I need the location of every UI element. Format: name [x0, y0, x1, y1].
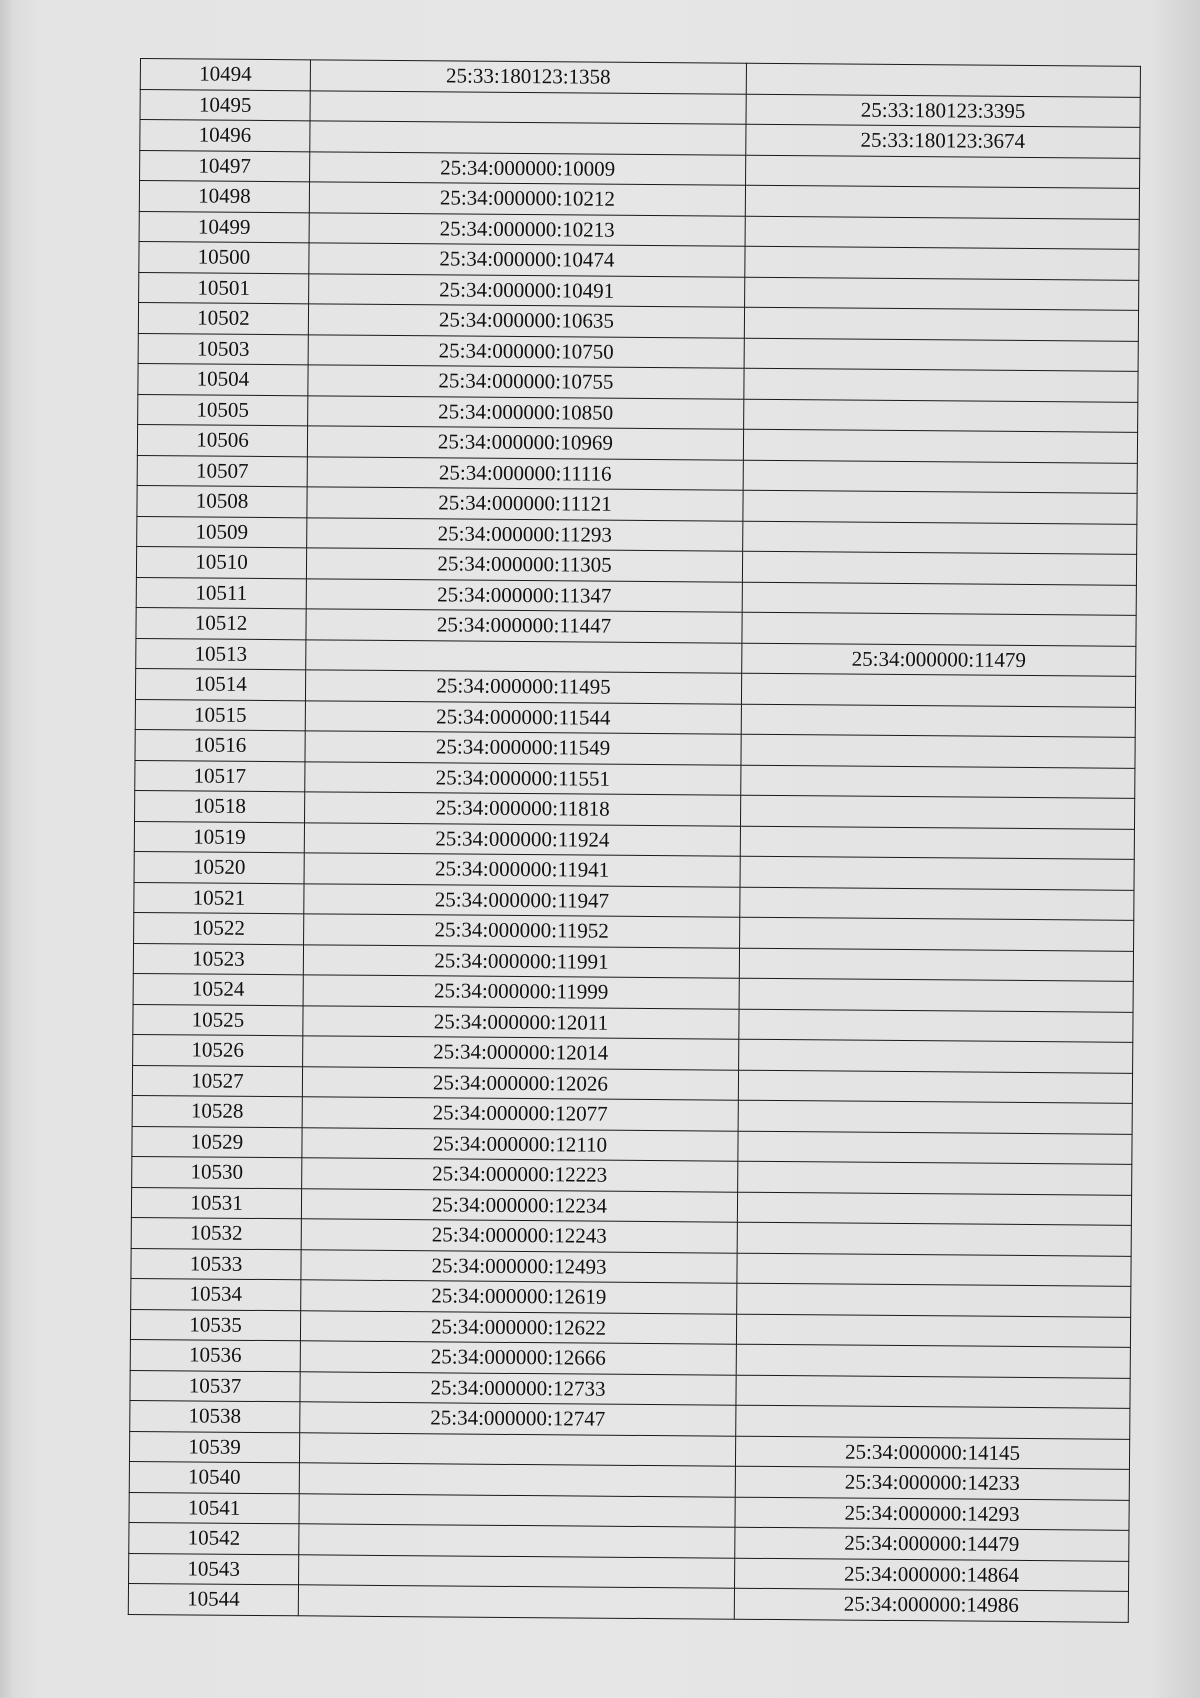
table-row — [128, 1583, 1128, 1621]
cadastral-number-cell: 25:34:000000:11941 — [304, 853, 740, 887]
cadastral-number-cell: 25:34:000000:12733 — [300, 1371, 736, 1405]
row-number-cell: 10522 — [134, 912, 304, 944]
cadastral-table — [128, 58, 1141, 1622]
alt-cadastral-number-cell — [743, 429, 1137, 463]
row-number-cell: 10498 — [139, 181, 309, 213]
alt-cadastral-number-cell: 25:33:180123:3674 — [746, 124, 1140, 158]
alt-cadastral-number-cell — [738, 1070, 1132, 1104]
row-number-cell: 10535 — [130, 1309, 300, 1341]
row-number-cell: 10502 — [138, 302, 308, 334]
row-number-cell: 10516 — [135, 729, 305, 761]
row-number-cell: 10529 — [132, 1126, 302, 1158]
row-number-cell: 10519 — [134, 821, 304, 853]
alt-cadastral-number-cell — [739, 1009, 1133, 1043]
cadastral-number-cell: 25:34:000000:11952 — [304, 914, 740, 948]
alt-cadastral-number-cell — [738, 1131, 1132, 1165]
alt-cadastral-number-cell — [736, 1375, 1130, 1409]
alt-cadastral-number-cell — [744, 307, 1138, 341]
row-number-cell: 10510 — [136, 546, 306, 578]
alt-cadastral-number-cell — [736, 1344, 1130, 1378]
row-number-cell: 10513 — [136, 638, 306, 670]
cadastral-number-cell — [299, 1432, 735, 1466]
row-number-cell: 10523 — [133, 943, 303, 975]
alt-cadastral-number-cell — [741, 704, 1135, 738]
cadastral-number-cell: 25:34:000000:12110 — [302, 1127, 738, 1161]
alt-cadastral-number-cell — [746, 155, 1140, 189]
cadastral-number-cell — [298, 1585, 734, 1619]
alt-cadastral-number-cell — [739, 1039, 1133, 1073]
cadastral-number-cell: 25:34:000000:11121 — [307, 487, 743, 521]
row-number-cell: 10544 — [128, 1583, 298, 1615]
table-body — [128, 59, 1140, 1622]
alt-cadastral-number-cell — [745, 246, 1139, 280]
cadastral-number-cell: 25:34:000000:12234 — [301, 1188, 737, 1222]
cadastral-number-cell: 25:34:000000:10750 — [308, 334, 744, 368]
row-number-cell: 10506 — [137, 424, 307, 456]
row-number-cell: 10520 — [134, 851, 304, 883]
alt-cadastral-number-cell — [740, 795, 1134, 829]
cadastral-number-cell: 25:34:000000:12077 — [302, 1097, 738, 1131]
cadastral-number-cell: 25:34:000000:12493 — [301, 1249, 737, 1283]
alt-cadastral-number-cell — [736, 1405, 1130, 1439]
cadastral-number-cell: 25:34:000000:12026 — [302, 1066, 738, 1100]
cadastral-number-cell: 25:34:000000:12011 — [303, 1005, 739, 1039]
row-number-cell: 10511 — [136, 577, 306, 609]
row-number-cell: 10541 — [129, 1492, 299, 1524]
cadastral-number-cell: 25:34:000000:10212 — [309, 182, 745, 216]
alt-cadastral-number-cell — [739, 978, 1133, 1012]
cadastral-number-cell: 25:34:000000:11551 — [305, 761, 741, 795]
row-number-cell: 10499 — [139, 211, 309, 243]
alt-cadastral-number-cell: 25:34:000000:11479 — [742, 643, 1136, 677]
alt-cadastral-number-cell — [742, 551, 1136, 585]
cadastral-number-cell — [299, 1463, 735, 1497]
alt-cadastral-number-cell — [745, 185, 1139, 219]
row-number-cell: 10503 — [138, 333, 308, 365]
alt-cadastral-number-cell — [737, 1222, 1131, 1256]
cadastral-number-cell: 25:34:000000:11495 — [305, 670, 741, 704]
cadastral-number-cell: 25:34:000000:11549 — [305, 731, 741, 765]
row-number-cell: 10507 — [137, 455, 307, 487]
alt-cadastral-number-cell — [736, 1314, 1130, 1348]
cadastral-number-cell: 25:34:000000:10213 — [309, 212, 745, 246]
alt-cadastral-number-cell — [738, 1161, 1132, 1195]
row-number-cell: 10538 — [130, 1400, 300, 1432]
cadastral-number-cell: 25:34:000000:12619 — [301, 1280, 737, 1314]
cadastral-number-cell: 25:34:000000:12223 — [302, 1158, 738, 1192]
cadastral-number-cell: 25:34:000000:12666 — [300, 1341, 736, 1375]
row-number-cell: 10540 — [129, 1461, 299, 1493]
cadastral-number-cell: 25:34:000000:12014 — [303, 1036, 739, 1070]
row-number-cell: 10531 — [131, 1187, 301, 1219]
cadastral-number-cell — [310, 90, 746, 124]
alt-cadastral-number-cell — [741, 765, 1135, 799]
cadastral-number-cell: 25:34:000000:11305 — [306, 548, 742, 582]
cadastral-number-cell: 25:34:000000:11347 — [306, 578, 742, 612]
row-number-cell: 10533 — [131, 1248, 301, 1280]
row-number-cell: 10539 — [129, 1431, 299, 1463]
alt-cadastral-number-cell — [742, 582, 1136, 616]
row-number-cell: 10542 — [129, 1522, 299, 1554]
cadastral-number-cell: 25:34:000000:10474 — [309, 243, 745, 277]
row-number-cell: 10504 — [138, 363, 308, 395]
row-number-cell: 10521 — [134, 882, 304, 914]
row-number-cell: 10524 — [133, 973, 303, 1005]
cadastral-number-cell: 25:34:000000:12243 — [301, 1219, 737, 1253]
alt-cadastral-number-cell — [744, 399, 1138, 433]
row-number-cell: 10515 — [135, 699, 305, 731]
cadastral-number-cell: 25:34:000000:10009 — [310, 151, 746, 185]
alt-cadastral-number-cell — [741, 673, 1135, 707]
cadastral-number-cell: 25:34:000000:11116 — [307, 456, 743, 490]
alt-cadastral-number-cell — [737, 1283, 1131, 1317]
alt-cadastral-number-cell — [740, 856, 1134, 890]
row-number-cell: 10532 — [131, 1217, 301, 1249]
registry-sheet — [128, 58, 1140, 1622]
cadastral-number-cell: 25:34:000000:10755 — [308, 365, 744, 399]
alt-cadastral-number-cell — [738, 1100, 1132, 1134]
alt-cadastral-number-cell: 25:34:000000:14864 — [735, 1558, 1129, 1592]
cadastral-number-cell: 25:34:000000:11447 — [306, 609, 742, 643]
row-number-cell: 10525 — [133, 1004, 303, 1036]
alt-cadastral-number-cell — [739, 948, 1133, 982]
cadastral-number-cell: 25:34:000000:11924 — [304, 822, 740, 856]
alt-cadastral-number-cell — [741, 734, 1135, 768]
alt-cadastral-number-cell — [742, 612, 1136, 646]
row-number-cell: 10500 — [139, 241, 309, 273]
alt-cadastral-number-cell: 25:34:000000:14145 — [735, 1436, 1129, 1470]
cadastral-number-cell: 25:34:000000:11991 — [303, 944, 739, 978]
row-number-cell: 10526 — [133, 1034, 303, 1066]
row-number-cell: 10494 — [140, 59, 310, 91]
alt-cadastral-number-cell — [745, 216, 1139, 250]
cadastral-number-cell: 25:34:000000:10635 — [308, 304, 744, 338]
alt-cadastral-number-cell — [745, 277, 1139, 311]
alt-cadastral-number-cell: 25:34:000000:14293 — [735, 1497, 1129, 1531]
row-number-cell: 10537 — [130, 1370, 300, 1402]
cadastral-number-cell: 25:34:000000:10850 — [308, 395, 744, 429]
cadastral-number-cell — [299, 1524, 735, 1558]
row-number-cell: 10495 — [140, 89, 310, 121]
alt-cadastral-number-cell — [737, 1192, 1131, 1226]
row-number-cell: 10514 — [135, 668, 305, 700]
cadastral-number-cell: 25:34:000000:11947 — [304, 883, 740, 917]
cadastral-number-cell: 25:34:000000:11999 — [303, 975, 739, 1009]
row-number-cell: 10543 — [129, 1553, 299, 1585]
row-number-cell: 10527 — [132, 1065, 302, 1097]
row-number-cell: 10497 — [140, 150, 310, 182]
alt-cadastral-number-cell — [740, 917, 1134, 951]
row-number-cell: 10508 — [137, 485, 307, 517]
row-number-cell: 10534 — [131, 1278, 301, 1310]
alt-cadastral-number-cell: 25:34:000000:14233 — [735, 1466, 1129, 1500]
alt-cadastral-number-cell — [743, 490, 1137, 524]
cadastral-number-cell — [310, 121, 746, 155]
row-number-cell: 10505 — [138, 394, 308, 426]
alt-cadastral-number-cell — [740, 826, 1134, 860]
alt-cadastral-number-cell — [740, 887, 1134, 921]
cadastral-number-cell: 25:34:000000:11818 — [305, 792, 741, 826]
cadastral-number-cell: 25:34:000000:10969 — [307, 426, 743, 460]
alt-cadastral-number-cell: 25:34:000000:14479 — [735, 1527, 1129, 1561]
row-number-cell: 10501 — [139, 272, 309, 304]
cadastral-number-cell: 25:33:180123:1358 — [310, 60, 746, 94]
cadastral-number-cell — [299, 1554, 735, 1588]
row-number-cell: 10496 — [140, 120, 310, 152]
alt-cadastral-number-cell — [746, 63, 1140, 97]
alt-cadastral-number-cell — [743, 460, 1137, 494]
cadastral-number-cell — [299, 1493, 735, 1527]
cadastral-number-cell: 25:34:000000:10491 — [309, 273, 745, 307]
row-number-cell: 10512 — [136, 607, 306, 639]
alt-cadastral-number-cell — [744, 368, 1138, 402]
row-number-cell: 10517 — [135, 760, 305, 792]
row-number-cell: 10530 — [132, 1156, 302, 1188]
alt-cadastral-number-cell: 25:34:000000:14986 — [734, 1588, 1128, 1622]
cadastral-number-cell: 25:34:000000:11544 — [305, 700, 741, 734]
cadastral-number-cell: 25:34:000000:12747 — [300, 1402, 736, 1436]
row-number-cell: 10518 — [135, 790, 305, 822]
cadastral-number-cell — [306, 639, 742, 673]
cadastral-number-cell: 25:34:000000:12622 — [300, 1310, 736, 1344]
cadastral-number-cell: 25:34:000000:11293 — [307, 517, 743, 551]
alt-cadastral-number-cell — [744, 338, 1138, 372]
alt-cadastral-number-cell: 25:33:180123:3395 — [746, 94, 1140, 128]
row-number-cell: 10528 — [132, 1095, 302, 1127]
row-number-cell: 10536 — [130, 1339, 300, 1371]
alt-cadastral-number-cell — [737, 1253, 1131, 1287]
alt-cadastral-number-cell — [743, 521, 1137, 555]
row-number-cell: 10509 — [137, 516, 307, 548]
